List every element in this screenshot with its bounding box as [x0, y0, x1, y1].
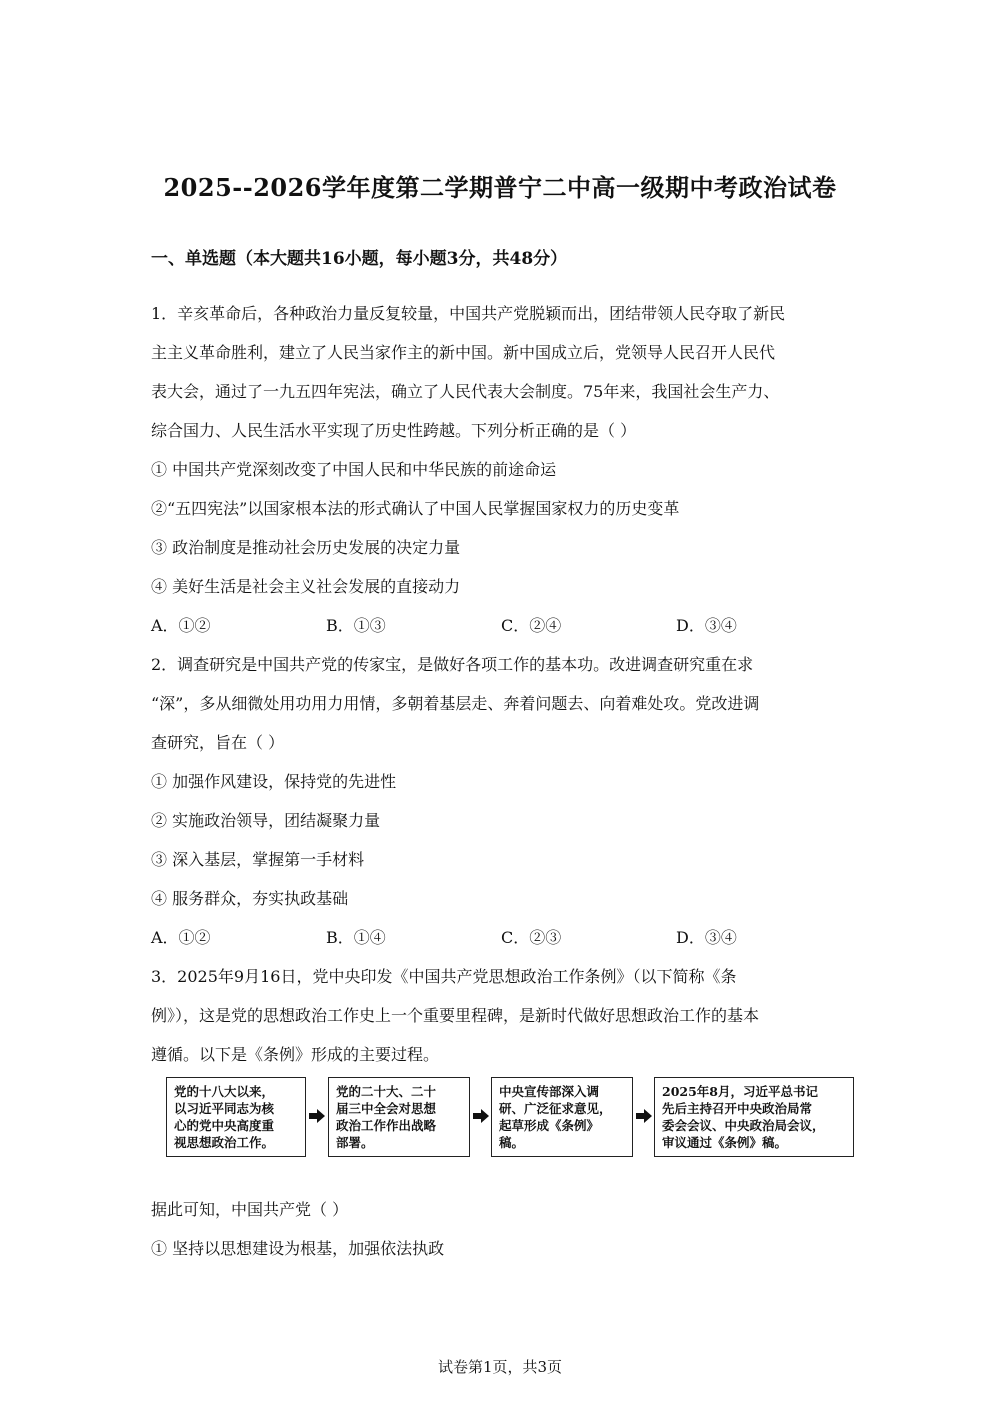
q2-item: ④ 服务群众，夯实执政基础 — [151, 889, 349, 908]
q3-question-stem: 据此可知，中国共产党（ ） — [151, 1200, 349, 1219]
q3-stem-line: 例》），这是党的思想政治工作史上一个重要里程碑，是新时代做好思想政治工作的基本 — [151, 1006, 760, 1025]
q1-option-b[interactable]: B．①③ — [326, 616, 386, 635]
q1-option-c[interactable]: C．②④ — [501, 616, 562, 635]
exam-title: 2025--2026学年度第二学期普宁二中高一级期中考政治试卷 — [163, 173, 837, 202]
q2-option-a[interactable]: A．①② — [151, 928, 211, 947]
q3-stem-line: 3．2025年9月16日，党中央印发《中国共产党思想政治工作条例》（以下简称《条 — [151, 967, 737, 986]
arrow-right-icon — [309, 1108, 325, 1124]
q2-option-b[interactable]: B．①④ — [326, 928, 386, 947]
q1-item: ① 中国共产党深刻改变了中国人民和中华民族的前途命运 — [151, 460, 557, 479]
q2-item: ② 实施政治领导，团结凝聚力量 — [151, 811, 381, 830]
q1-options — [151, 613, 851, 636]
q2-options — [151, 925, 851, 948]
q2-item: ③ 深入基层，掌握第一手材料 — [151, 850, 365, 869]
q2-stem-line: “深”，多从细微处用功用力用情，多朝着基层走、奔着问题去、向着难处攻。党改进调 — [151, 694, 760, 713]
q3-stem-line: 遵循。以下是《条例》形成的主要过程。 — [151, 1045, 440, 1064]
q1-stem-line: 综合国力、人民生活水平实现了历史性跨越。下列分析正确的是（ ） — [151, 421, 637, 440]
q1-stem-line: 1．辛亥革命后，各种政治力量反复较量，中国共产党脱颖而出，团结带领人民夺取了新民 — [151, 304, 786, 323]
q2-option-d[interactable]: D．③④ — [676, 928, 737, 947]
q1-stem-line: 主主义革命胜利，建立了人民当家作主的新中国。新中国成立后，党领导人民召开人民代 — [151, 343, 776, 362]
page-footer: 试卷第1页，共3页 — [437, 1358, 563, 1376]
arrow-right-icon — [473, 1108, 489, 1124]
q1-item: ③ 政治制度是推动社会历史发展的决定力量 — [151, 538, 461, 557]
q1-option-d[interactable]: D．③④ — [676, 616, 737, 635]
flow-step-4: 2025年8月，习近平总书记 先后主持召开中央政治局常 委会会议、中央政治局会议， 审议通过《条例》稿。 — [654, 1077, 854, 1157]
q2-option-c[interactable]: C．②③ — [501, 928, 562, 947]
section-heading: 一、单选题（本大题共16小题，每小题3分，共48分） — [151, 249, 568, 269]
flow-step-1: 党的十八大以来， 以习近平同志为核 心的党中央高度重 视思想政治工作。 — [166, 1077, 306, 1157]
process-flowchart — [166, 1077, 856, 1160]
q1-stem-line: 表大会，通过了一九五四年宪法，确立了人民代表大会制度。75年来，我国社会生产力、 — [151, 382, 780, 401]
flow-step-2: 党的二十大、二十 届三中全会对思想 政治工作作出战略 部署。 — [328, 1077, 470, 1157]
q2-stem-line: 2．调查研究是中国共产党的传家宝，是做好各项工作的基本功。改进调查研究重在求 — [151, 655, 754, 674]
q2-item: ① 加强作风建设，保持党的先进性 — [151, 772, 397, 791]
q1-option-a[interactable]: A．①② — [151, 616, 211, 635]
arrow-right-icon — [636, 1108, 652, 1124]
flow-step-3: 中央宣传部深入调 研、广泛征求意见， 起草形成《条例》 稿。 — [491, 1077, 633, 1157]
q1-item: ④ 美好生活是社会主义社会发展的直接动力 — [151, 577, 461, 596]
q3-item: ① 坚持以思想建设为根基，加强依法执政 — [151, 1239, 445, 1258]
q2-stem-line: 查研究，旨在（ ） — [151, 733, 285, 752]
q1-item: ②“五四宪法”以国家根本法的形式确认了中国人民掌握国家权力的历史变革 — [151, 499, 680, 518]
